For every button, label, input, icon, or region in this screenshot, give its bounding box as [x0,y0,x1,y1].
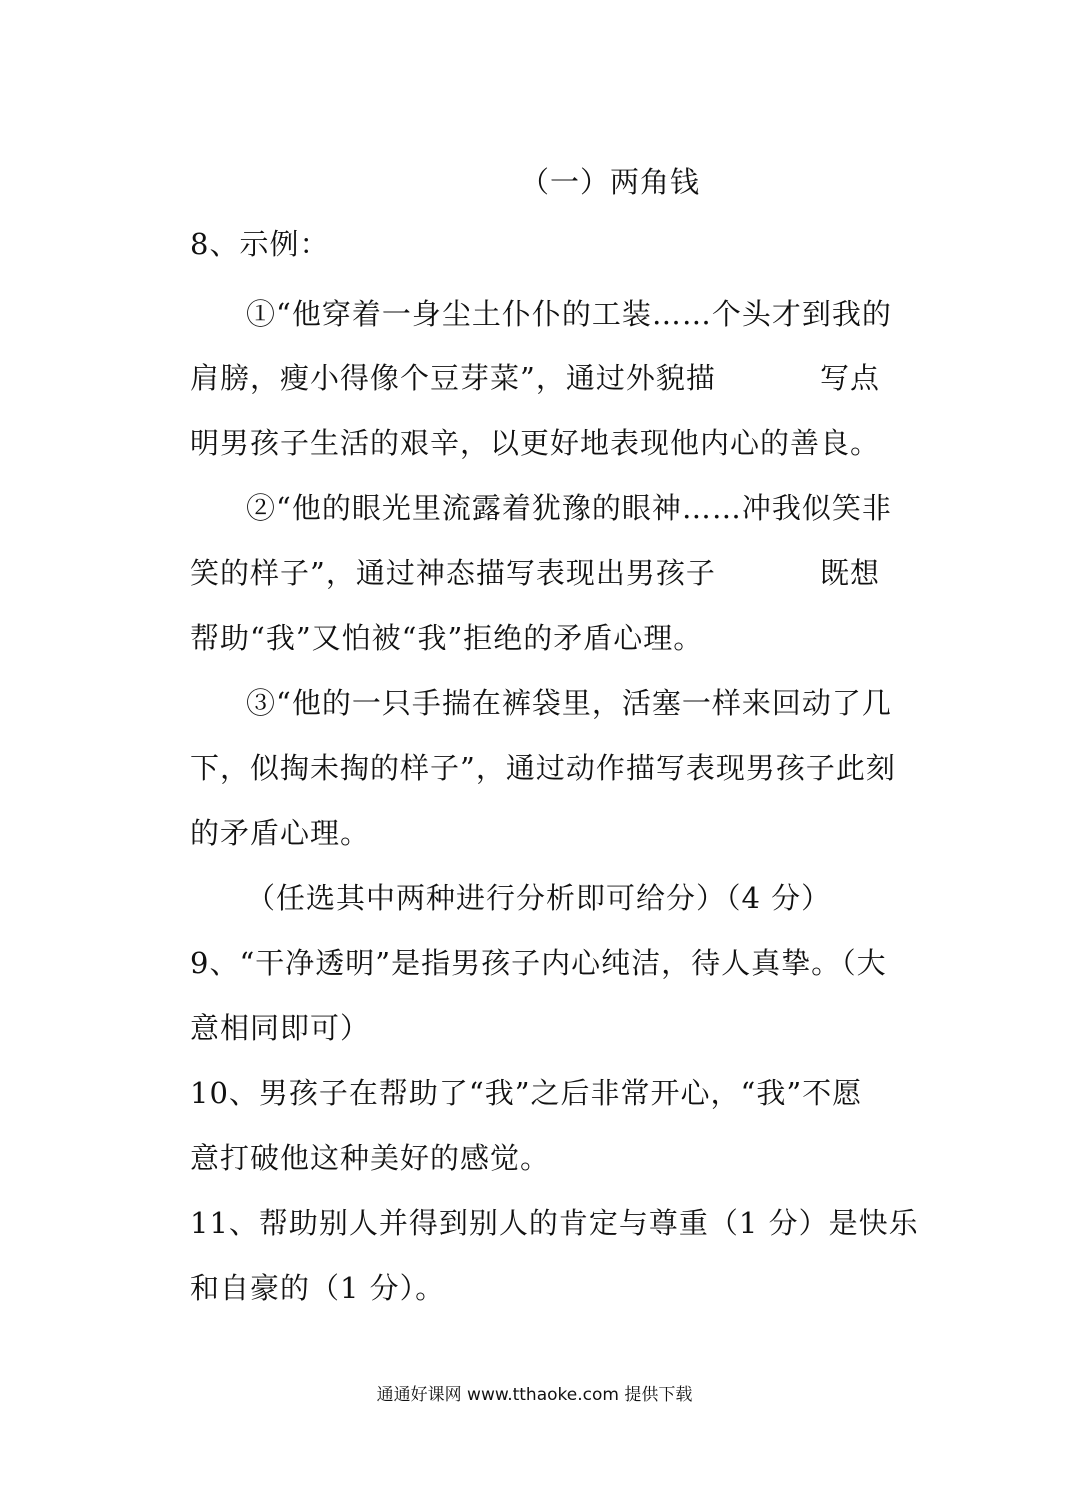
q8-item2-line2-right: 既想 [820,556,881,590]
q8-item1-line2-right: 写点 [820,361,881,395]
q8-item2-line1: ②“他的眼光里流露着犹豫的眼神……冲我似笑非 [246,491,892,525]
q8-item1-line3: 明男孩子生活的艰辛，以更好地表现他内心的善良。 [190,426,881,460]
q9-line1: 9、“干净透明”是指男孩子内心纯洁，待人真挚。（大 [190,946,887,980]
q8-item2-line3: 帮助“我”又怕被“我”拒绝的矛盾心理。 [190,621,704,655]
q10-line1: 10、男孩子在帮助了“我”之后非常开心，“我”不愿 [190,1076,863,1110]
q10-line2: 意打破他这种美好的感觉。 [190,1141,551,1175]
section-title: （一）两角钱 [520,165,701,199]
q8-item2-line2-left: 笑的样子”，通过神态描写表现出男孩子 [190,556,716,590]
q8-item1-line1: ①“他穿着一身尘土仆仆的工装……个头才到我的 [246,297,892,331]
q11-line1: 11、帮助别人并得到别人的肯定与尊重（1 分）是快乐 [190,1206,919,1240]
q8-item3-line2: 下，似掏未掏的样子”，通过动作描写表现男孩子此刻 [190,751,896,785]
q8-item3-line3: 的矛盾心理。 [190,816,371,850]
q8-item3-line1: ③“他的一只手揣在裤袋里，活塞一样来回动了几 [246,686,892,720]
q8-item1-line2-left: 肩膀，瘦小得像个豆芽菜”，通过外貌描 [190,361,716,395]
footer-text: 通通好课网 www.tthaoke.com 提供下载 [376,1385,693,1405]
q8-scoring-note: （任选其中两种进行分析即可给分）（4 分） [246,881,832,915]
question-8-label: 8、示例： [190,227,330,261]
q11-line2: 和自豪的（1 分）。 [190,1271,446,1305]
q9-line2: 意相同即可） [190,1011,371,1045]
